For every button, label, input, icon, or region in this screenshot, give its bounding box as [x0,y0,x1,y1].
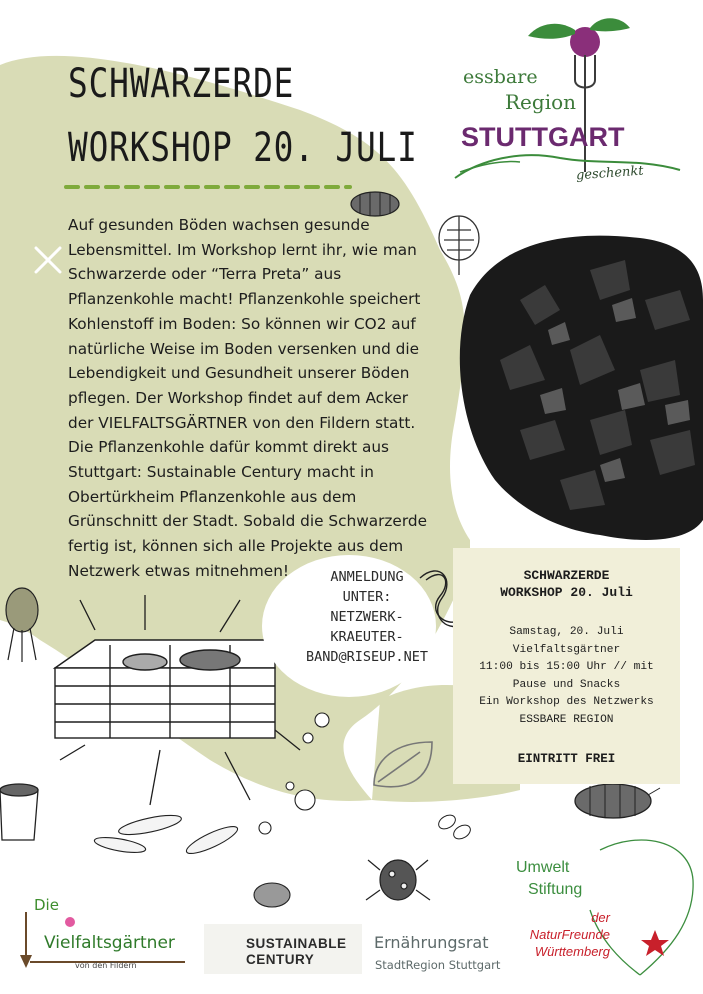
event-extras: Pause und Snacks [512,678,621,691]
charcoal-photo [460,236,703,540]
umwelt-stiftung-logo [516,857,582,901]
umwelt-line-1: Umwelt [516,859,570,876]
wheat-bundle-icon [6,588,38,662]
compost-bin-illustration [55,640,275,738]
logo-geschenkt-text: geschenkt [575,163,644,184]
title-line-2: WORKSHOP 20. JULI [68,125,418,171]
title-line-1: SCHWARZERDE [68,61,295,107]
nf-line-3: Württemberg [534,944,610,959]
event-location: Vielfaltsgärtner [512,643,621,656]
event-organizer-line-1: Ein Workshop des Netzwerks [479,696,654,708]
registration-line-2: UNTER: [342,589,392,605]
ernaehrungsrat-name: Ernährungsrat [374,933,489,952]
logo-stuttgart-text: STUTTGART [461,122,625,152]
registration-line-3: NETZWERK- [330,609,404,625]
nf-line-2: NaturFreunde [529,927,610,942]
vielfaltsgaertner-name: Vielfaltsgärtner [44,933,175,953]
event-title-line-2: WORKSHOP 20. Juli [500,585,633,600]
bucket-icon [0,784,38,840]
naturfreunde-text [524,909,610,960]
event-details [453,624,680,729]
event-title-line-1: SCHWARZERDE [523,568,610,583]
vielfaltsgaertner-subtitle: von den Fildern [75,961,137,970]
intro-paragraph: Auf gesunden Böden wachsen gesunde Lebensmittel. Im Workshop lernt ihr, wie man Schwarzerde oder “Terra Preta” aus Pflanzenkohle macht! Pflanzenkohle speichert Kohlenstoff im Boden: So können wir CO2 auf natürliche Weise im Boden versenken und die Lebendigkeit und Gesundheit unserer Böden pflegen. Der Workshop findet auf dem Acker der VIELFALTSGÄRTNER von den Fildern statt. Die Pflanzenkohle dafür kommt direkt aus Stuttgart: Sustainable Century macht in Obertürkheim Pflanzenkohle aus dem Grünschnitt der Stadt. Sobald die Schwarzerde fertig ist, können sich alle Projekte aus dem Netzwerk etwas mitnehmen! [68,216,427,580]
event-organizer-line-2: ESSBARE REGION [519,713,614,726]
sustainable-century-logo [246,936,347,968]
event-info-title [453,567,680,601]
ladybug-beetle-icon [366,860,430,900]
registration-email[interactable]: BAND@RISEUP.NET [306,649,428,665]
logo-region-text: Region [505,90,577,114]
microbes-icon [436,812,473,841]
event-time: 11:00 bis 15:00 Uhr // mit [479,661,654,673]
registration-line-1: ANMELDUNG [330,569,404,585]
ernaehrungsrat-subtitle: StadtRegion Stuttgart [375,958,501,972]
registration-line-4: KRAEUTER- [330,629,404,645]
woodlouse-large-icon [575,784,660,818]
registration-info [292,567,442,667]
sc-line-1: SUSTAINABLE [246,936,347,951]
sc-line-2: CENTURY [246,952,315,967]
leaves-illustration [93,811,240,858]
vielfaltsgaertner-die: Die [34,896,59,914]
logo-essbare-text: essbare [463,66,538,88]
umwelt-line-2: Stiftung [528,881,583,898]
event-date: Samstag, 20. Juli [509,626,624,638]
workshop-title [68,52,418,180]
nf-line-1: der [591,910,610,925]
event-admission: EINTRITT FREI [517,752,616,766]
snail-icon [254,883,290,907]
